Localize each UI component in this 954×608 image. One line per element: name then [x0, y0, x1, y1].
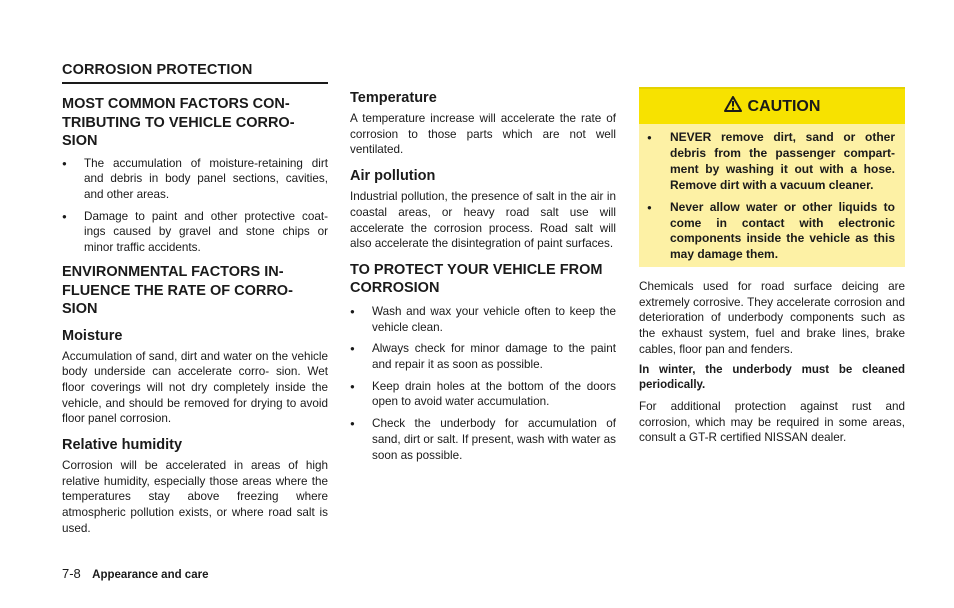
- humidity-text: Corrosion will be accelerated in areas of high relative humidity, especially those areas where the temperatures stay above freezing where atmospheric pollution exists, or where road salt is used.: [62, 459, 328, 535]
- moisture-text: Accumulation of sand, dirt and water on the vehicle body underside can accelerate corro- sion. Wet floor coverings will not dry completely inside the vehicle, and should be removed for drying to avoid floor panel corrosion.: [62, 349, 328, 426]
- list-item: ● Always check for minor damage to the paint and repair it as soon as possible.: [350, 341, 616, 372]
- caution-title: CAUTION: [747, 97, 821, 115]
- most-common-list: [62, 156, 328, 256]
- heading-relative-humidity: Relative humidity: [62, 437, 183, 454]
- environmental-block: [62, 263, 328, 537]
- air-pollution-text: Industrial pollution, the presence of salt in the air in coastal areas, or heavy road salt use will accelerate the corrosion process. Road salt will also accelerate the disintegration of paint surfaces.: [350, 190, 616, 251]
- section-title: CORROSION PROTECTION: [62, 62, 328, 84]
- caution-header: [639, 89, 905, 124]
- page-footer: [62, 566, 208, 581]
- heading-air-pollution: Air pollution: [350, 168, 436, 185]
- list-item: ● Keep drain holes at the bottom of the doors open to avoid water accumulation.: [350, 379, 616, 410]
- list-item: ● Wash and wax your vehicle often to keep the vehicle clean.: [350, 304, 616, 335]
- heading-temperature: Temperature: [350, 90, 437, 106]
- temperature-block: [350, 89, 616, 463]
- caution-box: [639, 87, 905, 267]
- winter-note: In winter, the underbody must be cleaned periodically.: [639, 363, 905, 392]
- chapter-title: Appearance and care: [92, 569, 209, 581]
- chemicals-text: Chemicals used for road surface deicing are extremely corrosive. They accelerate corrosion and deterioration of underbody components such as the exhaust system, fuel and brake lines, brake cables, floor pan and fenders.: [639, 280, 905, 356]
- additional-protection-text: For additional protection against rust and corrosion, which may be required in some areas, consult a GT-R certified NISSAN dealer.: [639, 399, 905, 445]
- protect-list: [350, 304, 616, 463]
- page-number: 7-8: [62, 566, 81, 581]
- heading-protect-vehicle: TO PROTECT YOUR VEHICLE FROM CORROSION: [350, 261, 603, 297]
- list-item: ● The accumulation of moisture-retaining dirt and debris in body panel sections, cavities, and other areas.: [62, 156, 328, 203]
- most-common-block: [62, 95, 328, 256]
- list-item: ● NEVER remove dirt, sand or other debris from the passenger compart- ment by washing it out with a hose. Remove dirt with a vacuum cleaner.: [647, 130, 895, 194]
- list-item: ● Never allow water or other liquids to come in contact with electronic components inside the vehicle as this may damage them.: [647, 200, 895, 264]
- list-item: ● Damage to paint and other protective coat- ings caused by gravel and stone chips or minor traffic accidents.: [62, 209, 328, 256]
- heading-environmental-factors: ENVIRONMENTAL FACTORS IN- FLUENCE THE RATE OF CORRO- SION: [62, 264, 293, 317]
- list-item: ● Check the underbody for accumulation of sand, dirt or salt. If present, wash with water as soon as possible.: [350, 416, 616, 463]
- heading-moisture: Moisture: [62, 327, 123, 344]
- heading-most-common-factors: MOST COMMON FACTORS CON- TRIBUTING TO VEHICLE CORRO- SION: [62, 96, 295, 149]
- caution-list: [639, 124, 905, 263]
- chemicals-block: [639, 279, 905, 446]
- temperature-text: A temperature increase will accelerate the rate of corrosion to those parts which are not well ventilated.: [350, 112, 616, 157]
- warning-triangle-icon: [724, 96, 748, 117]
